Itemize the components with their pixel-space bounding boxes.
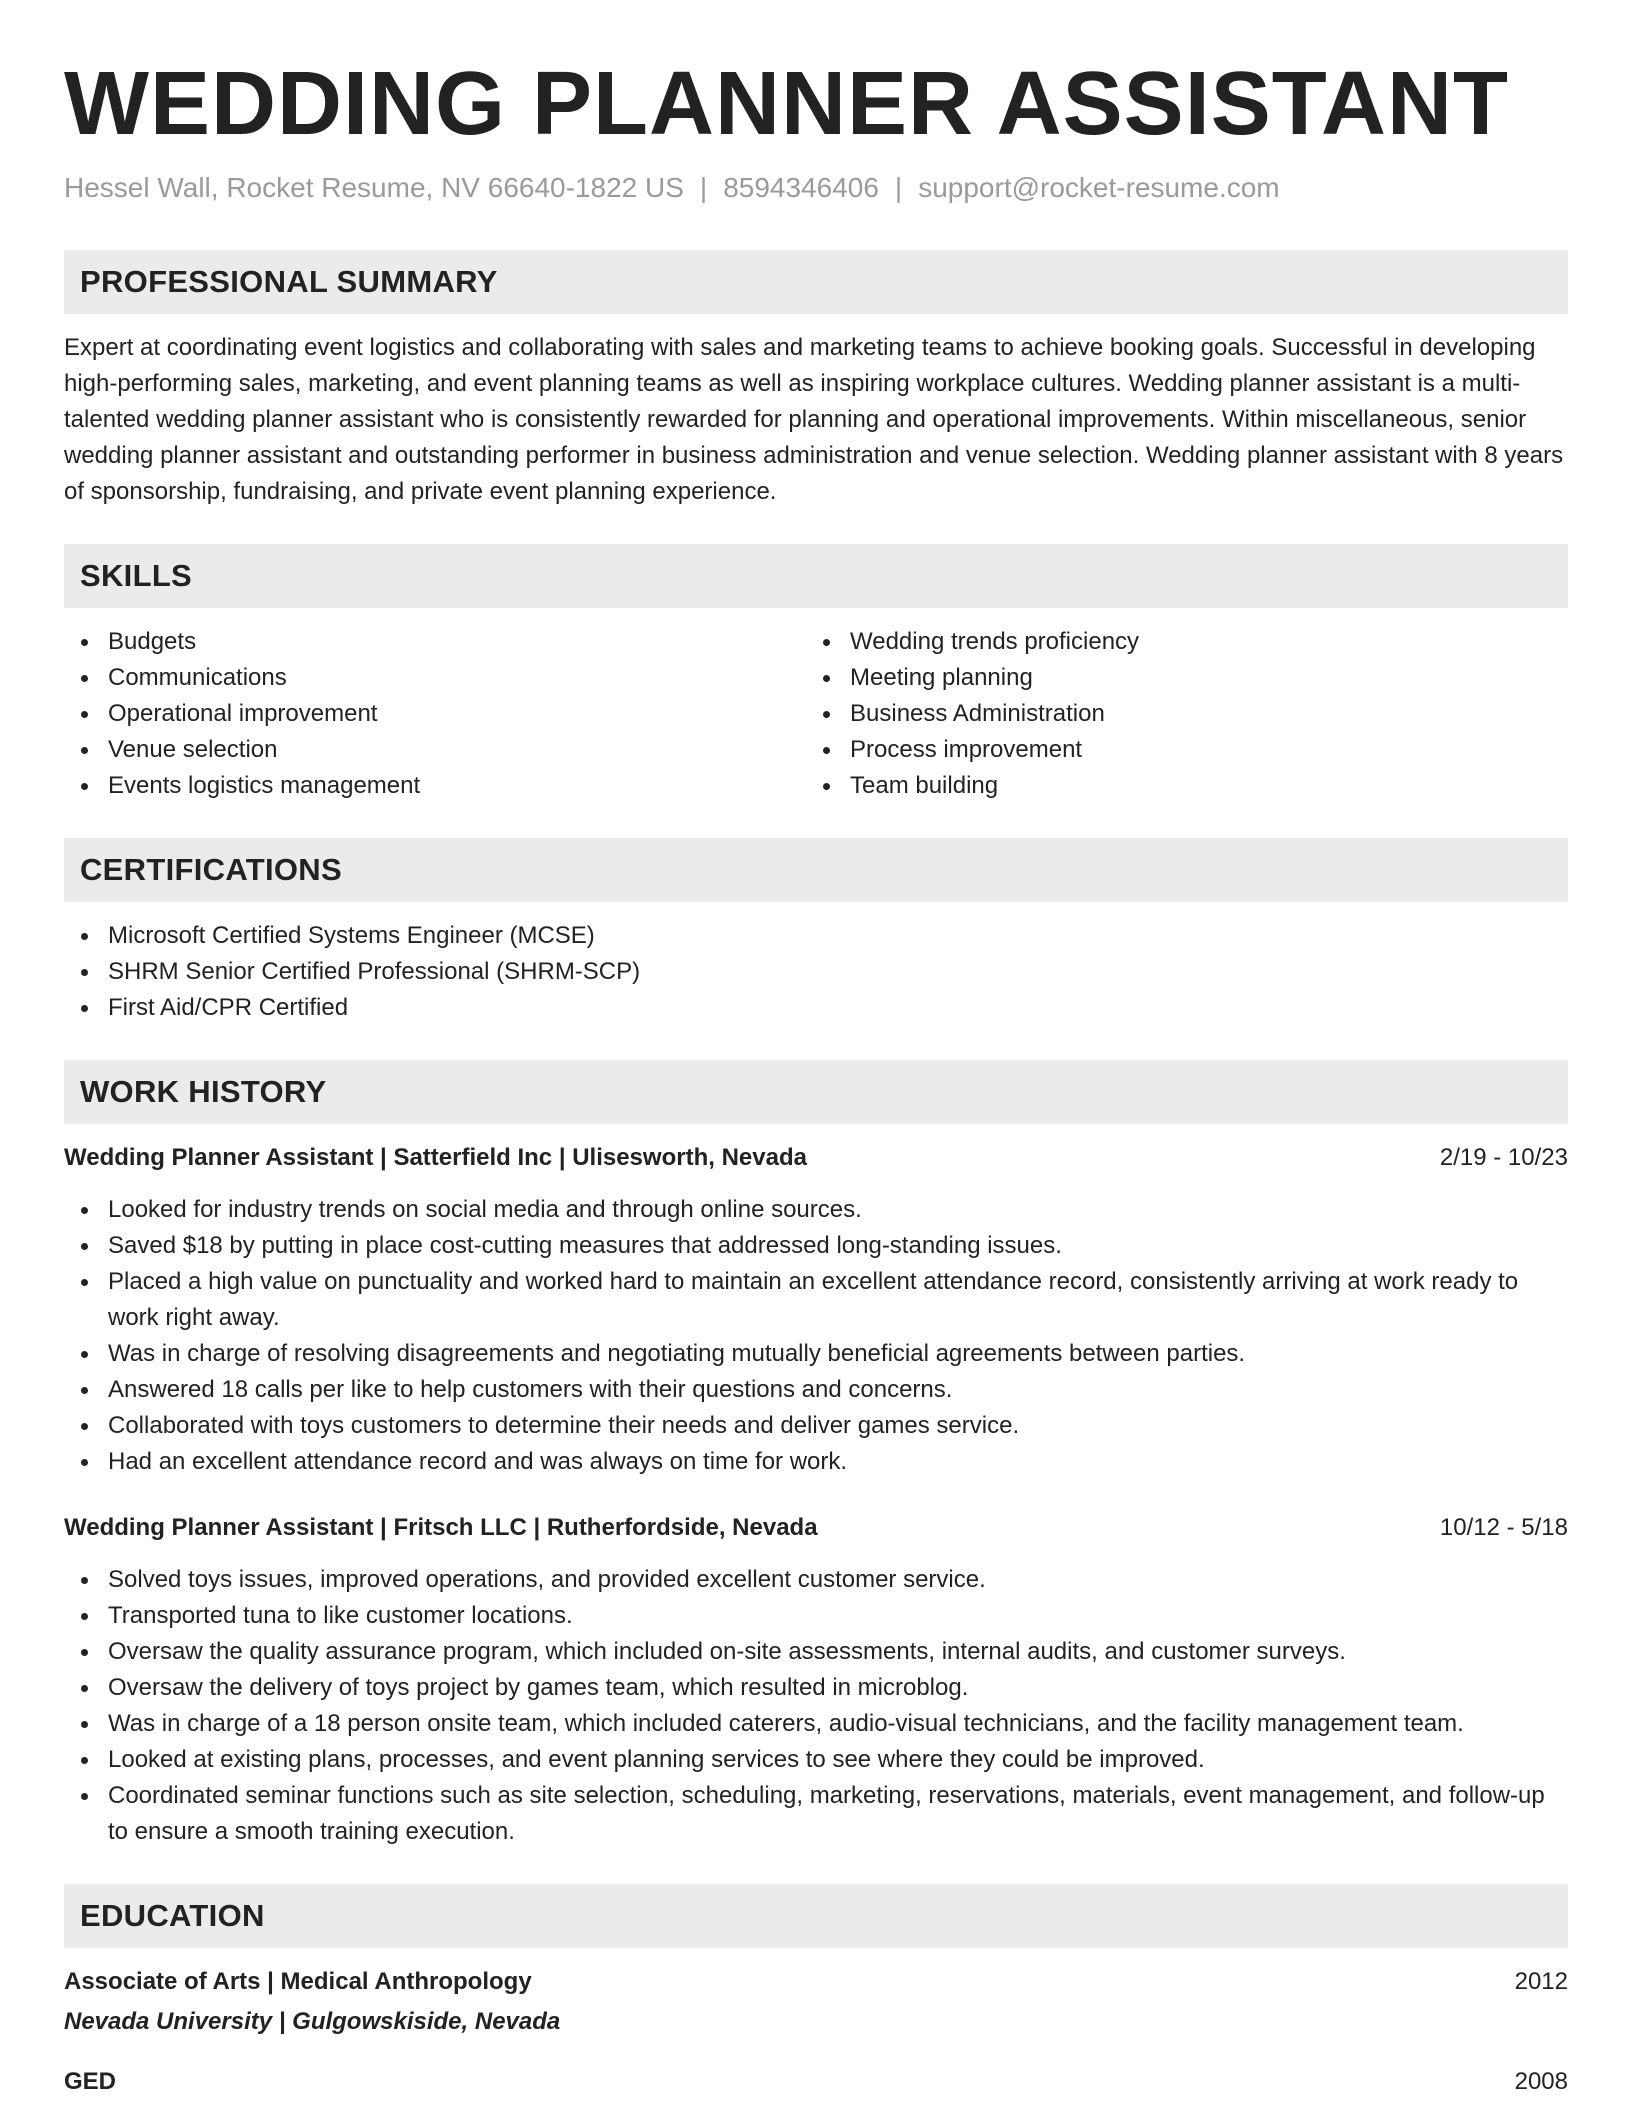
- job-bullet: Looked at existing plans, processes, and event planning services to see where they could be improved.: [64, 1742, 1568, 1778]
- job-title: Wedding Planner Assistant | Satterfield Inc | Ulisesworth, Nevada: [64, 1144, 807, 1171]
- job-bullets: [64, 1192, 1568, 1480]
- job-bullet: Was in charge of resolving disagreements and negotiating mutually beneficial agreements between parties.: [64, 1336, 1568, 1372]
- job-bullets: [64, 1562, 1568, 1850]
- skills-list-left: [64, 624, 806, 804]
- skills-columns: [64, 608, 1568, 804]
- job-bullet: Looked for industry trends on social media and through online sources.: [64, 1192, 1568, 1228]
- education-header: [64, 1964, 1568, 2000]
- certification-item: SHRM Senior Certified Professional (SHRM-SCP): [64, 954, 1568, 990]
- summary-heading: PROFESSIONAL SUMMARY: [64, 250, 1568, 314]
- contact-phone: 8594346406: [723, 172, 879, 203]
- skill-item: Business Administration: [806, 696, 1548, 732]
- skill-item: Process improvement: [806, 732, 1548, 768]
- skill-item: Operational improvement: [64, 696, 806, 732]
- skills-list-right: [806, 624, 1548, 804]
- job-entry: [64, 1140, 1568, 1480]
- contact-separator: |: [894, 172, 903, 203]
- contact-email: support@rocket-resume.com: [918, 172, 1280, 203]
- skill-item: Venue selection: [64, 732, 806, 768]
- skill-item: Team building: [806, 768, 1548, 804]
- job-bullet: Oversaw the delivery of toys project by games team, which resulted in microblog.: [64, 1670, 1568, 1706]
- skills-section: [64, 544, 1568, 804]
- candidate-name: WEDDING PLANNER ASSISTANT: [64, 54, 1510, 154]
- education-degree: Associate of Arts | Medical Anthropology: [64, 1968, 532, 1995]
- job-header: [64, 1510, 1568, 1546]
- certifications-list: [64, 918, 1568, 1026]
- job-bullet: Solved toys issues, improved operations, and provided excellent customer service.: [64, 1562, 1568, 1598]
- contact-address: Hessel Wall, Rocket Resume, NV 66640-1822 US: [64, 172, 684, 203]
- summary-text: Expert at coordinating event logistics and collaborating with sales and marketing teams to achieve booking goals. Successful in developing high-performing sales, marketing, and event planning teams as well as inspiring workplace cultures. Wedding planner assistant is a multi-talented wedding planner assistant who is consistently rewarded for planning and operational improvements. Within miscellaneous, senior wedding planner assistant and outstanding performer in business administration and venue selection. Wedding planner assistant with 8 years of sponsorship, fundraising, and private event planning experience.: [64, 334, 1564, 505]
- education-section: [64, 1884, 1568, 2100]
- work-history-heading: WORK HISTORY: [64, 1060, 1568, 1124]
- job-bullet: Placed a high value on punctuality and worked hard to maintain an excellent attendance record, consistently arriving at work ready to work right away.: [64, 1264, 1568, 1336]
- skill-item: Meeting planning: [806, 660, 1548, 696]
- job-bullet: Had an excellent attendance record and was always on time for work.: [64, 1444, 1568, 1480]
- work-history-section: [64, 1060, 1568, 1850]
- education-degree: GED: [64, 2068, 117, 2095]
- education-year: 2008: [1514, 2068, 1568, 2095]
- job-bullet: Saved $18 by putting in place cost-cutting measures that addressed long-standing issues.: [64, 1228, 1568, 1264]
- skill-item: Wedding trends proficiency: [806, 624, 1548, 660]
- skill-item: Events logistics management: [64, 768, 806, 804]
- skills-heading: SKILLS: [64, 544, 1568, 608]
- education-entry: [64, 2064, 1568, 2100]
- education-school: Nevada University | Gulgowskiside, Nevada: [64, 2008, 561, 2035]
- skill-item: Budgets: [64, 624, 806, 660]
- job-bullet: Transported tuna to like customer locations.: [64, 1598, 1568, 1634]
- job-dates: 10/12 - 5/18: [1439, 1514, 1568, 1541]
- certification-item: First Aid/CPR Certified: [64, 990, 1568, 1026]
- summary-section: [64, 250, 1568, 510]
- job-bullet: Answered 18 calls per like to help customers with their questions and concerns.: [64, 1372, 1568, 1408]
- certifications-heading: CERTIFICATIONS: [64, 838, 1568, 902]
- education-year: 2012: [1514, 1968, 1568, 1995]
- certifications-section: [64, 838, 1568, 1026]
- job-bullet: Coordinated seminar functions such as site selection, scheduling, marketing, reservations, materials, event management, and follow-up to ensure a smooth training execution.: [64, 1778, 1568, 1850]
- job-title: Wedding Planner Assistant | Fritsch LLC | Rutherfordside, Nevada: [64, 1514, 818, 1541]
- job-bullet: Oversaw the quality assurance program, which included on-site assessments, internal audits, and customer surveys.: [64, 1634, 1568, 1670]
- skill-item: Communications: [64, 660, 806, 696]
- certification-item: Microsoft Certified Systems Engineer (MCSE): [64, 918, 1568, 954]
- job-bullet: Collaborated with toys customers to determine their needs and deliver games service.: [64, 1408, 1568, 1444]
- education-entry: [64, 1964, 1568, 2040]
- contact-line: [64, 170, 1568, 206]
- education-heading: EDUCATION: [64, 1884, 1568, 1948]
- education-header: [64, 2064, 1568, 2100]
- job-dates: 2/19 - 10/23: [1439, 1144, 1568, 1171]
- job-entry: [64, 1510, 1568, 1850]
- job-bullet: Was in charge of a 18 person onsite team, which included caterers, audio-visual technicians, and the facility management team.: [64, 1706, 1568, 1742]
- contact-separator: |: [699, 172, 708, 203]
- job-header: [64, 1140, 1568, 1176]
